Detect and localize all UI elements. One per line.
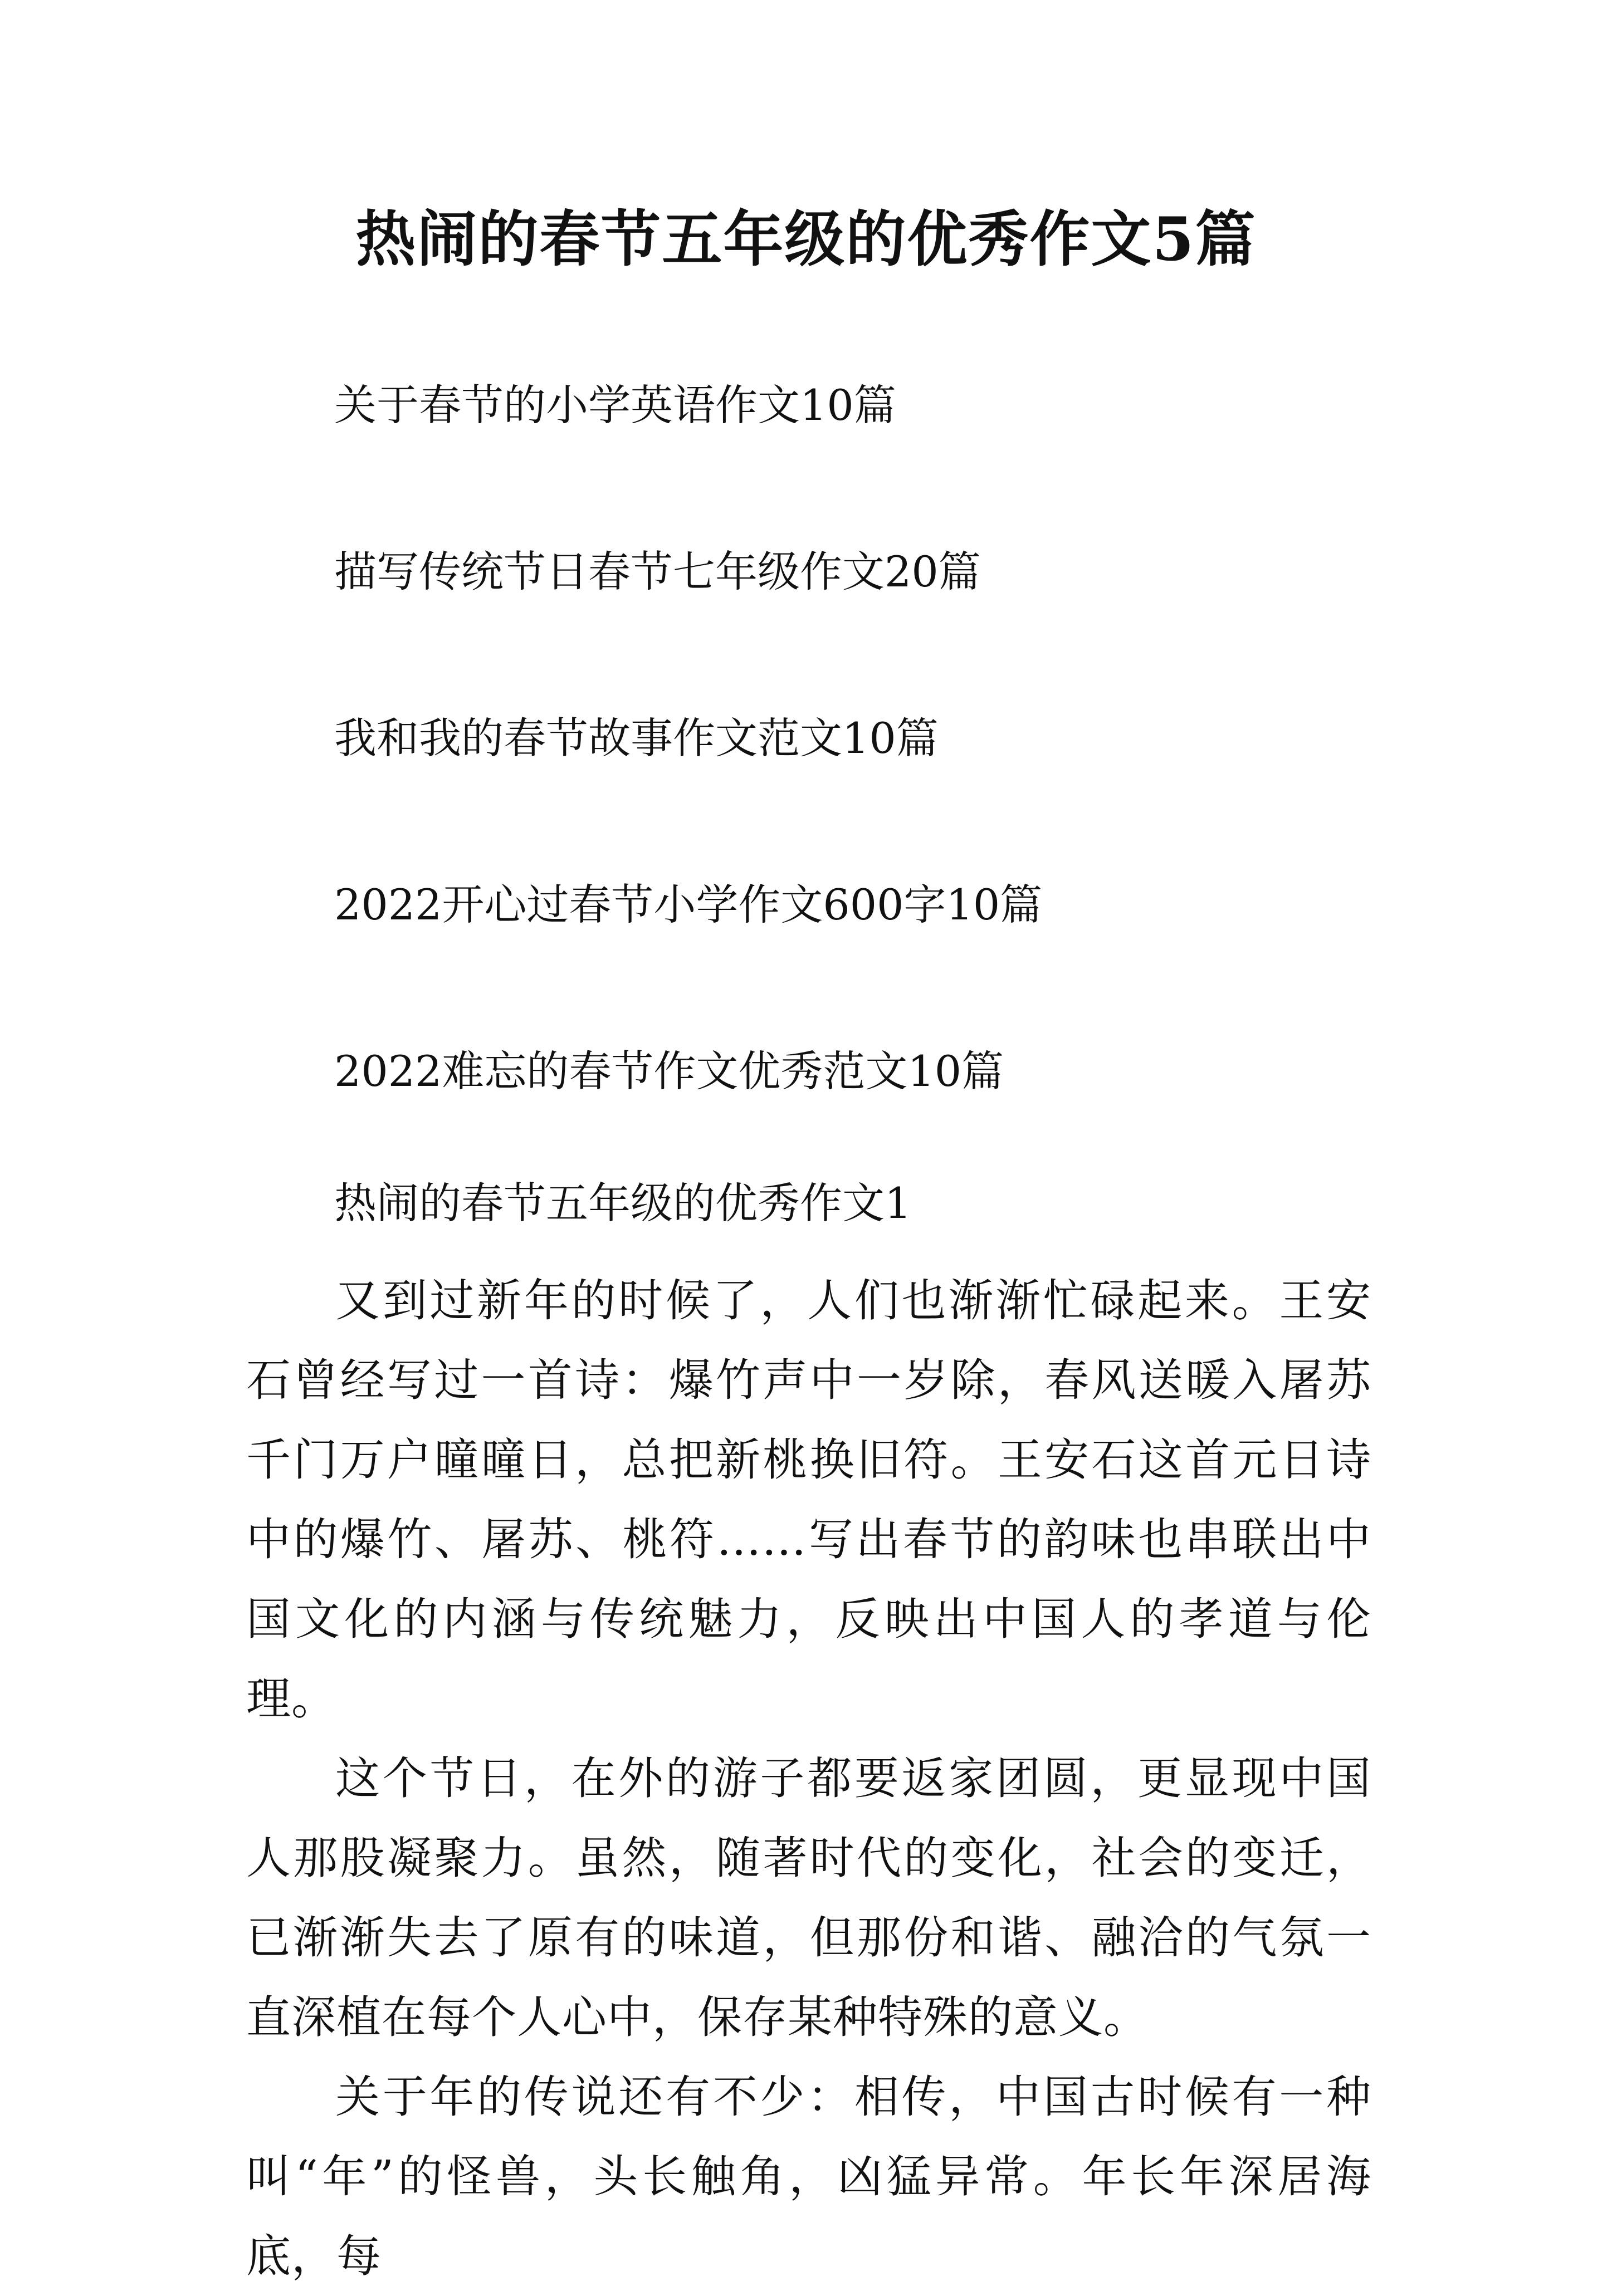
related-link-item[interactable]: 2022开心过春节小学作文600字10篇 [334, 880, 1043, 929]
related-link-item[interactable]: 关于春节的小学英语作文10篇 [334, 380, 896, 430]
essay-heading: 热闹的春节五年级的优秀作文1 [334, 1178, 912, 1228]
related-link-item[interactable]: 我和我的春节故事作文范文10篇 [334, 713, 939, 763]
essay-paragraph: 这个节日，在外的游子都要返家团圆，更显现中国人那股凝聚力。虽然，随著时代的变化，社会的变迁，已渐渐失去了原有的味道，但那份和谐、融洽的气氛一直深植在每个人心中，保存某种特殊的意义。 [246, 1752, 1371, 2043]
related-link-item[interactable]: 2022难忘的春节作文优秀范文10篇 [334, 1046, 1004, 1096]
essay-paragraph: 关于年的传说还有不少：相传，中国古时候有一种叫“年”的怪兽，头长触角，凶猛异常。年长年深居海底，每 [246, 2071, 1371, 2282]
related-link-item[interactable]: 描写传统节日春节七年级作文20篇 [334, 547, 981, 596]
essay-body [246, 1176, 1371, 2296]
related-links-list [334, 379, 1042, 1211]
document-title: 热闹的春节五年级的优秀作文5篇 [355, 204, 1257, 275]
essay-paragraph: 又到过新年的时候了，人们也渐渐忙碌起来。王安石曾经写过一首诗：爆竹声中一岁除，春风送暖入屠苏千门万户曈曈日，总把新桃换旧符。王安石这首元日诗中的爆竹、屠苏、桃符……写出春节的韵味也串联出中国文化的内涵与传统魅力，反映出中国人的孝道与伦理。 [246, 1275, 1371, 1725]
